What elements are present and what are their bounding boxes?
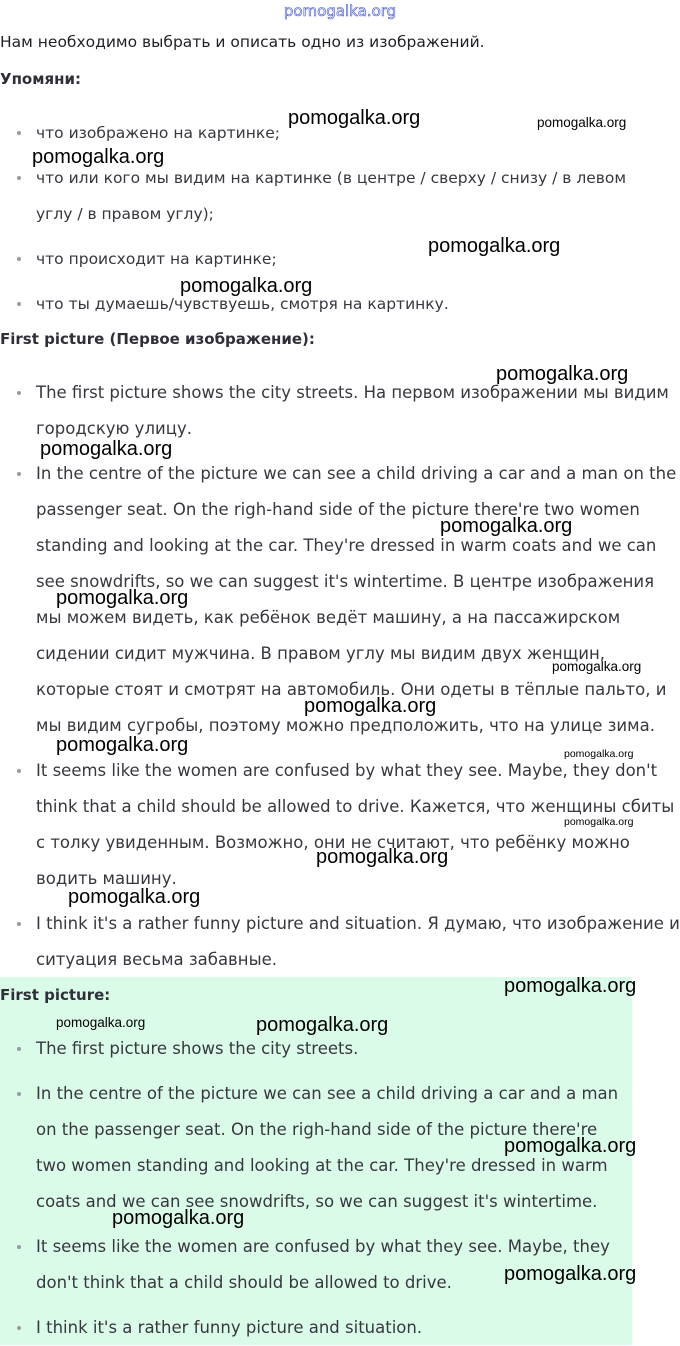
watermark: pomogalka.org [504, 1263, 637, 1285]
watermark: pomogalka.org [496, 363, 629, 385]
first-picture-en-heading: First picture: [0, 986, 111, 1004]
list-item: что ты думаешь/чувствуешь, смотря на картинку. [0, 286, 660, 322]
watermark: pomogalka.org [68, 886, 201, 908]
watermark: pomogalka.org [440, 515, 573, 537]
list-item: It seems like the women are confused by what they see. Maybe, they don't think that a child should be allowed to drive. [0, 1229, 632, 1301]
watermark: pomogalka.org [316, 846, 449, 868]
first-picture-ru-heading: First picture (Первое изображение): [0, 330, 315, 348]
mention-heading: Упомяни: [0, 70, 81, 88]
watermark: pomogalka.org [56, 1015, 146, 1030]
list-item: что происходит на картинке; [0, 241, 660, 277]
list-item: It seems like the women are confused by what they see. Maybe, they don't think that a child should be allowed to drive. Кажется, что женщины сбиты с толку увиденным. Возможно, они не считают, что ребёнку можно водить машину. [0, 753, 680, 897]
watermark: pomogalka.org [32, 146, 165, 168]
watermark: pomogalka.org [428, 235, 561, 257]
watermark: pomogalka.org [564, 748, 634, 760]
watermark: pomogalka.org [537, 115, 627, 130]
list-item: The first picture shows the city streets. На первом изображении мы видим городскую улицу. [0, 375, 680, 447]
watermark: pomogalka.org [256, 1014, 389, 1036]
list-item: что или кого мы видим на картинке (в центре / сверху / снизу / в левом углу / в правом углу); [0, 160, 660, 232]
list-item: In the centre of the picture we can see a child driving a car and a man on the passenger seat. On the righ-hand side of the picture there're two women standing and looking at the car. They're dressed in warm coats and we can see snowdrifts, so we can suggest it's wintertime. В центре изображения мы можем видеть, как ребёнок ведёт машину, а на пассажирском сидении сидит мужчина. В правом углу мы видим двух женщин, которые стоят и смотрят на автомобиль. Они одеты в тёплые пальто, и мы видим сугробы, поэтому можно предположить, что на улице зима. [0, 456, 680, 744]
watermark: pomogalka.org [56, 734, 189, 756]
task-intro: Нам необходимо выбрать и описать одно из изображений. [0, 33, 485, 51]
watermark: pomogalka.org [288, 107, 421, 129]
site-watermark-header: pomogalka.org [283, 2, 397, 20]
watermark: pomogalka.org [56, 587, 189, 609]
list-item: I think it's a rather funny picture and situation. [0, 1310, 632, 1346]
watermark: pomogalka.org [564, 816, 634, 828]
watermark: pomogalka.org [504, 1135, 637, 1157]
watermark: pomogalka.org [304, 695, 437, 717]
list-item: In the centre of the picture we can see a child driving a car and a man on the passenger seat. On the righ-hand side of the picture there're two women standing and looking at the car. They're dressed in warm coats and we can see snowdrifts, so we can suggest it's wintertime. [0, 1076, 632, 1220]
watermark: pomogalka.org [504, 975, 637, 997]
watermark: pomogalka.org [180, 275, 313, 297]
watermark: pomogalka.org [552, 659, 642, 674]
list-item: что изображено на картинке; [0, 115, 660, 151]
first-picture-en-list [0, 1031, 632, 1346]
watermark: pomogalka.org [112, 1207, 245, 1229]
list-item: The first picture shows the city streets. [0, 1031, 632, 1067]
list-item: I think it's a rather funny picture and situation. Я думаю, что изображение и ситуация весьма забавные. [0, 906, 680, 978]
watermark: pomogalka.org [40, 438, 173, 460]
